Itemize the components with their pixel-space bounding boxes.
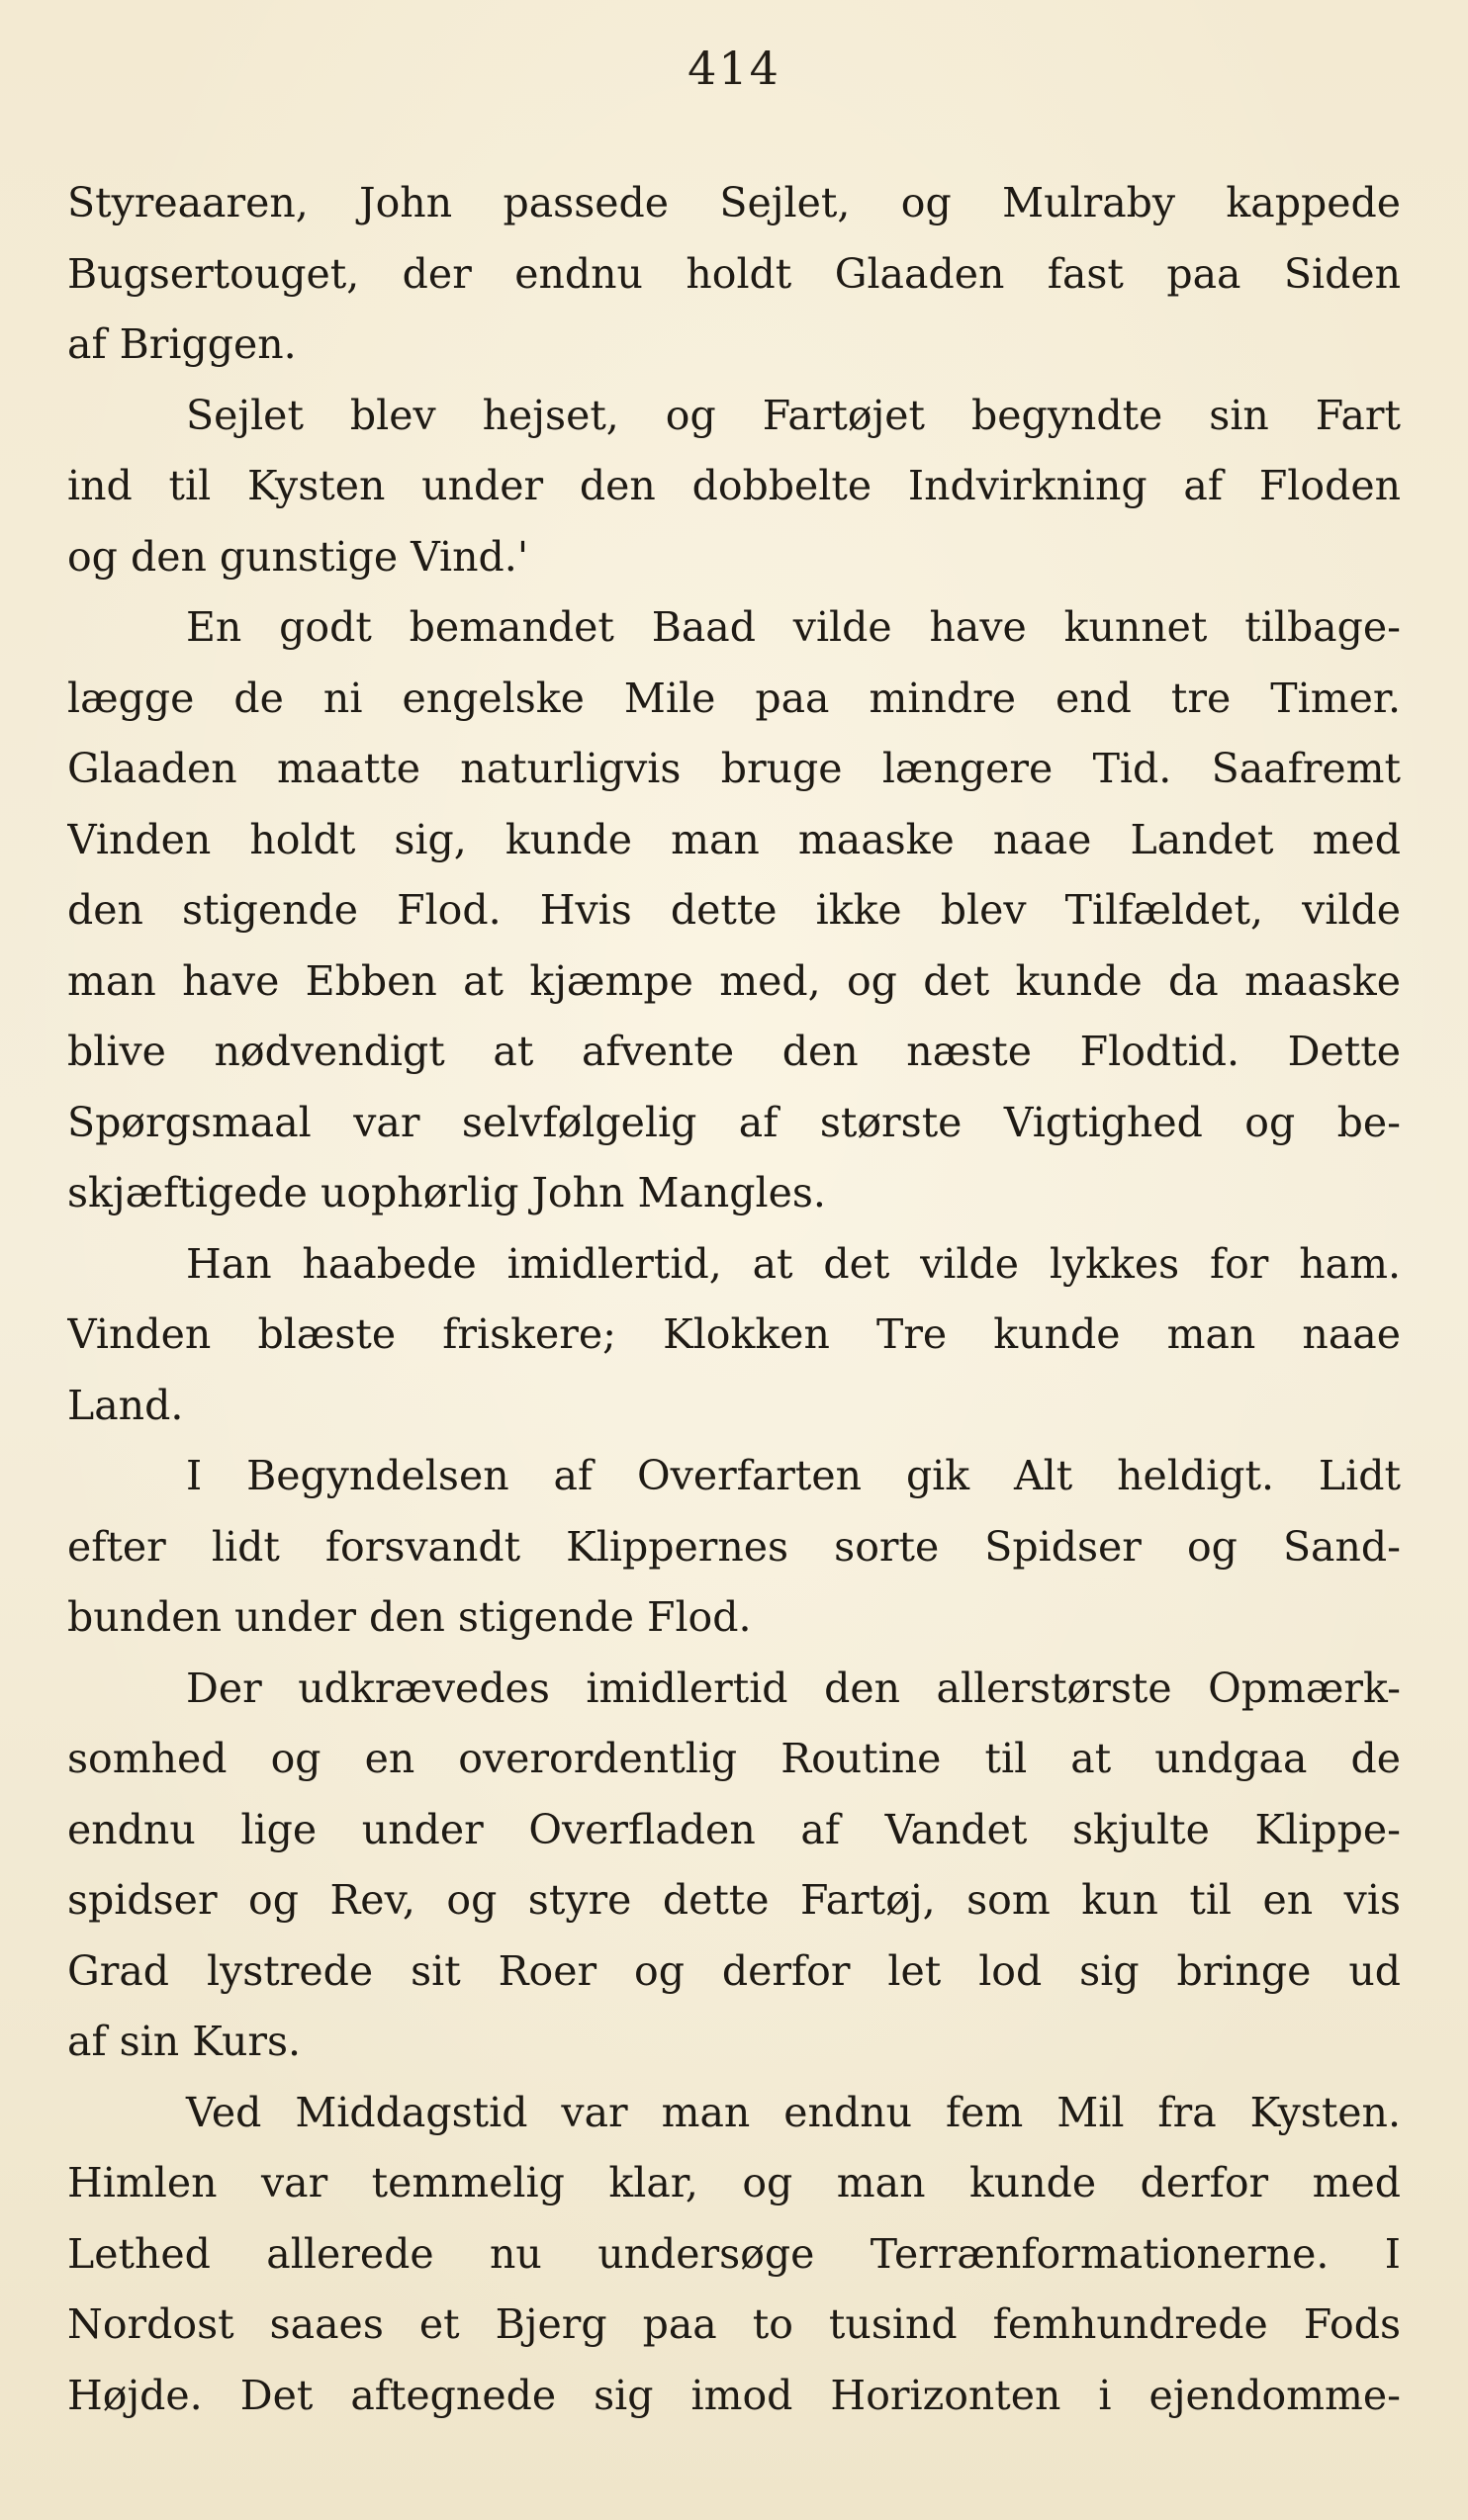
text-line: Bugsertouget, der endnu holdt Glaaden fast paa Siden xyxy=(67,249,1401,298)
text-line: og den gunstige Vind.' xyxy=(67,532,529,581)
text-line: skjæftigede uophørlig John Mangles. xyxy=(67,1169,826,1216)
text-line: Der udkrævedes imidlertid den allerstørste Opmærk- xyxy=(186,1664,1401,1712)
text-line: Nordost saaes et Bjerg paa to tusind femhundrede Fods xyxy=(67,2300,1401,2348)
text-line: af Briggen. xyxy=(67,320,297,368)
text-line: Han haabede imidlertid, at det vilde lykkes for ham. xyxy=(186,1239,1401,1288)
page-number: 414 xyxy=(688,42,780,95)
text-line: spidser og Rev, og styre dette Fartøj, som kun til en vis xyxy=(67,1876,1401,1924)
text-line: lægge de ni engelske Mile paa mindre end tre Timer. xyxy=(67,674,1401,722)
text-line: man have Ebben at kjæmpe med, og det kunde da maaske xyxy=(67,956,1401,1005)
text-line: Sejlet blev hejset, og Fartøjet begyndte sin Fart xyxy=(186,391,1401,439)
text-line: Grad lystrede sit Roer og derfor let lod sig bringe ud xyxy=(67,1946,1401,1995)
text-line: Himlen var temmelig klar, og man kunde derfor med xyxy=(67,2159,1401,2206)
text-line: Vinden holdt sig, kunde man maaske naae Landet med xyxy=(67,815,1401,863)
text-line: den stigende Flod. Hvis dette ikke blev Tilfældet, vilde xyxy=(67,886,1401,934)
text-line: Land. xyxy=(67,1381,184,1429)
body-text xyxy=(67,168,1401,2431)
text-line: Vinden blæste friskere; Klokken Tre kunde man naae xyxy=(67,1310,1401,1358)
text-line: Spørgsmaal var selvfølgelig af største Vigtighed og be- xyxy=(67,1098,1401,1146)
text-line: En godt bemandet Baad vilde have kunnet tilbage- xyxy=(186,603,1401,651)
text-line: Glaaden maatte naturligvis bruge længere Tid. Saafremt xyxy=(67,745,1401,792)
text-line: af sin Kurs. xyxy=(67,2018,302,2065)
text-line: Styreaaren, John passede Sejlet, og Mulraby kappede xyxy=(67,179,1401,226)
text-line: bunden under den stigende Flod. xyxy=(67,1593,752,1641)
text-line: Lethed allerede nu undersøge Terrænformationerne. I xyxy=(67,2229,1401,2278)
text-line: ind til Kysten under den dobbelte Indvirkning af Floden xyxy=(67,462,1401,509)
text-line: blive nødvendigt at afvente den næste Flodtid. Dette xyxy=(67,1028,1401,1075)
text-line: efter lidt forsvandt Klippernes sorte Spidser og Sand- xyxy=(67,1522,1401,1571)
text-line: I Begyndelsen af Overfarten gik Alt heldigt. Lidt xyxy=(186,1452,1401,1499)
text-line: endnu lige under Overfladen af Vandet skjulte Klippe- xyxy=(67,1805,1401,1853)
text-line: Ved Middagstid var man endnu fem Mil fra Kysten. xyxy=(186,2088,1401,2136)
text-line: Højde. Det aftegnede sig imod Horizonten i ejendomme- xyxy=(67,2371,1401,2419)
text-line: somhed og en overordentlig Routine til at undgaa de xyxy=(67,1735,1401,1782)
